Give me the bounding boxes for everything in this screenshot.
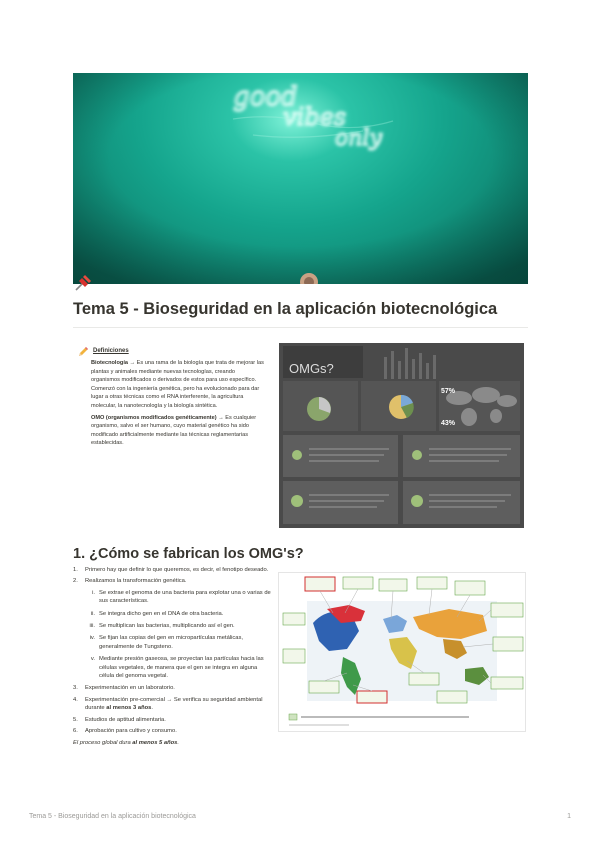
substeps-list bbox=[85, 589, 273, 681]
list-item: 1. Primero hay que definir lo que queremos, es decir, el fenotipo deseado. bbox=[73, 567, 269, 573]
section-heading: 1. ¿Cómo se fabrican los OMG's? bbox=[73, 546, 304, 562]
definitions-block bbox=[78, 346, 264, 451]
title-divider bbox=[73, 327, 528, 328]
gmo-world-map bbox=[278, 572, 526, 732]
definitions-heading: Definiciones bbox=[93, 348, 129, 355]
page-title: Tema 5 - Bioseguridad en la aplicación biotecnológica bbox=[73, 300, 498, 318]
neon-good: good bbox=[233, 82, 298, 112]
pushpin-icon bbox=[72, 270, 96, 294]
list-item: 5. Estudios de aptitud alimentaria. bbox=[73, 716, 166, 723]
list-item: iv. Se fijan las copias del gen en micropartículas metálicas, generalmente de Tungsteno. bbox=[89, 635, 244, 650]
neon-vibes: vibes bbox=[283, 103, 347, 131]
footer-title: Tema 5 - Bioseguridad en la aplicación biotecnológica bbox=[29, 813, 196, 820]
definition-biotech: Biotecnología → Es una rama de la biología que trata de mejorar las plantas y animales mediante nuevas tecnologías, creando organismos modificados o derivados de estos para uso específico. Comenzó con la ingeniería genética, pero ha evolucionado para dar lugar a otras técnicas como el RNA interferente, la agricultura molecular, la nanotecnología y la biología sintética. bbox=[91, 360, 264, 409]
definition-omo: OMO (organismos modificados genéticamente) → Es cualquier organismo, salvo el ser humano, cuyo material genético ha sido modificado artificialmente mediante las técnicas reglamentarias establecidas. bbox=[91, 414, 257, 447]
list-item: i. Se extrae el genoma de una bacteria para explotar una o varias de sus características. bbox=[92, 589, 271, 605]
list-item: 3. Experimentación en un laboratorio. bbox=[73, 685, 175, 692]
list-item: iii. Se multiplican las bacterias, multiplicando así el gen. bbox=[89, 623, 235, 630]
page-footer bbox=[29, 813, 571, 820]
infographic-pct-43: 43% bbox=[441, 420, 456, 427]
infographic-pct-57: 57% bbox=[441, 388, 456, 395]
list-item: v. Mediante presión gaseosa, se proyectan las partículas hacia las células vegetales, de manera que el gen se integra en alguna célula del genoma vegetal. bbox=[90, 656, 264, 680]
steps-list bbox=[73, 566, 273, 747]
list-item: ii. Se integra dicho gen en el DNA de otra bacteria. bbox=[90, 610, 224, 617]
cover-image bbox=[73, 73, 528, 284]
process-duration-note: El proceso global dura al menos 5 años. bbox=[73, 739, 180, 746]
gmo-infographic bbox=[279, 343, 524, 528]
neon-only: only bbox=[335, 126, 382, 151]
list-item: 2. Realizamos la transformación genética. bbox=[73, 578, 187, 585]
list-item: 6. Aprobación para cultivo y consumo. bbox=[73, 728, 177, 735]
list-item: 4. Experimentación pre-comercial → Se verifica su seguridad ambiental durante al menos 3 años. bbox=[73, 696, 263, 712]
page-number: 1 bbox=[567, 813, 571, 820]
infographic-title: OMGs? bbox=[289, 361, 334, 376]
pencil-icon bbox=[78, 346, 89, 357]
